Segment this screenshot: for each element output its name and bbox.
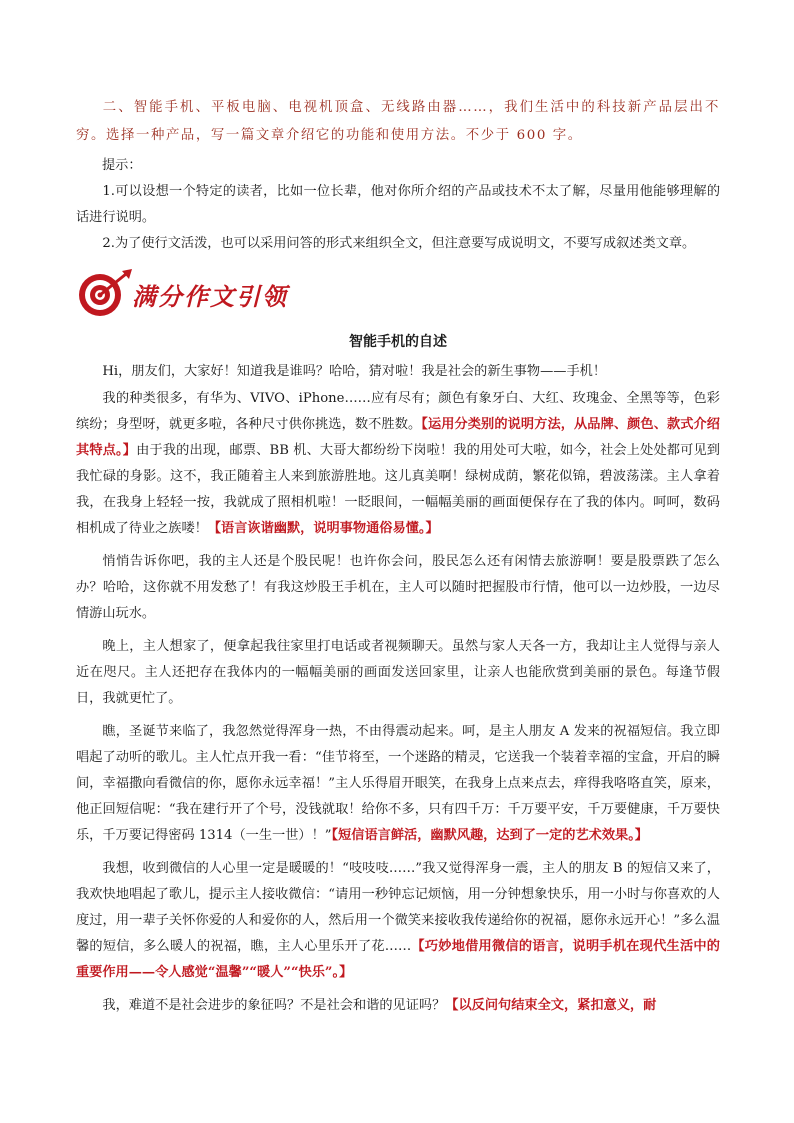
annotation: 【以反问句结束全文，紧扣意义，耐 bbox=[445, 998, 657, 1013]
banner bbox=[76, 269, 720, 319]
tips-heading: 提示： bbox=[102, 158, 142, 173]
annotation: 【运用分类别的说明方法，从品牌、颜色、款式介绍其特点。】 bbox=[76, 417, 720, 458]
banner-title: 满分作文引领 bbox=[132, 283, 288, 311]
tip-1: 1.可以设想一个特定的读者，比如一位长辈，他对你所介绍的产品或技术不太了解，尽量用他能够理解的话进行说明。 bbox=[76, 184, 720, 225]
tip-2: 2.为了使行文活泼，也可以采用问答的形式来组织全文，但注意要写成说明文，不要写成叙述类文章。 bbox=[102, 236, 696, 251]
essay-text: 我，难道不是社会进步的象征吗？不是社会和谐的见证吗？ bbox=[102, 998, 446, 1013]
essay-text: 由于我的出现，邮票、BB 机、大哥大都纷纷下岗啦！我的用处可大啦，如今，社会上处处都可见到我忙碌的身影。这不，我正随着主人来到旅游胜地。这儿真美啊！绿树成荫，繁花似锦，碧波荡漾。主人拿着我，在我身上轻轻一按，我就成了照相机啦！一眨眼间，一幅幅美丽的画面便保存在了我的体内。呵呵，数码相机成了待业之族喽！ bbox=[76, 443, 720, 536]
document-content bbox=[76, 94, 720, 1020]
essay-text: 我的种类很多，有华为、VIVO、iPhone……应有尽有；颜色有象牙白、大红、玫瑰金、全黑等等，色彩缤纷；身型呀，就更多啦，各种尺寸供你挑选，数不胜数。 bbox=[76, 391, 720, 432]
essay-paragraph-3: 悄悄告诉你吧，我的主人还是个股民呢！也许你会问，股民怎么还有闲情去旅游啊！要是股票跌了怎么办？哈哈，这你就不用发愁了！有我这炒股王手机在，主人可以随时把握股市行情，他可以一边炒股，一边尽情游山玩水。 bbox=[76, 554, 720, 621]
essay-paragraph-2 bbox=[76, 386, 720, 542]
annotation: 【语言诙谐幽默，说明事物通俗易懂。】 bbox=[207, 521, 439, 536]
essay-paragraph-4: 晚上，主人想家了，便拿起我往家里打电话或者视频聊天。虽然与家人天各一方，我却让主人觉得与亲人近在咫尺。主人还把存在我体内的一幅幅美丽的画面发送回家里，让亲人也能欣赏到美丽的景色。每逢节假日，我就更忙了。 bbox=[76, 639, 720, 706]
tips-section bbox=[76, 153, 720, 257]
annotation: 【巧妙地借用微信的语言，说明手机在现代生活中的重要作用——令人感觉“温馨”“暖人”“快乐”。】 bbox=[76, 939, 720, 980]
model-essay bbox=[76, 329, 720, 1019]
essay-paragraph-1: Hi，朋友们，大家好！知道我是谁吗？哈哈，猜对啦！我是社会的新生事物——手机！ bbox=[102, 364, 607, 379]
annotation: 【短信语言鲜活，幽默风趣，达到了一定的艺术效果。】 bbox=[331, 828, 648, 843]
essay-text: 我想，收到微信的人心里一定是暖暖的！“吱吱吱……”我又觉得浑身一震，主人的朋友 B 的短信又来了，我欢快地唱起了歌儿，提示主人接收微信：“请用一秒钟忘记烦恼，用一分钟想象快乐，用一小时与你喜欢的人度过，用一辈子关怀你爱的人和爱你的人，然后用一个微笑来接收我传递给你的祝福，愿你永远开心！”多么温馨的短信，多么暖人的祝福，瞧，主人心里乐开了花…… bbox=[76, 861, 720, 954]
target-icon bbox=[76, 269, 136, 319]
essay-paragraph-7 bbox=[76, 993, 720, 1019]
essay-paragraph-5 bbox=[76, 719, 720, 849]
writing-task: 二、智能手机、平板电脑、电视机顶盒、无线路由器……，我们生活中的科技新产品层出不穷。选择一种产品，写一篇文章介绍它的功能和使用方法。不少于 600 字。 bbox=[76, 100, 720, 143]
essay-paragraph-6 bbox=[76, 856, 720, 986]
essay-title: 智能手机的自述 bbox=[349, 334, 447, 350]
essay-text: 瞧，圣诞节来临了，我忽然觉得浑身一热，不由得震动起来。呵，是主人朋友 A 发来的祝福短信。我立即唱起了动听的歌儿。主人忙点开我一看：“佳节将至，一个迷路的精灵，它送我一个装着幸福的宝盒，开启的瞬间，幸福撒向看微信的你，愿你永远幸福！”主人乐得眉开眼笑，在我身上点来点去，痒得我咯咯直笑，原来，他正回短信呢：“我在建行开了个号，没钱就取！给你不多，只有四千万：千万要平安，千万要健康，千万要快乐，千万要记得密码 1314（一生一世）！” bbox=[76, 724, 720, 843]
